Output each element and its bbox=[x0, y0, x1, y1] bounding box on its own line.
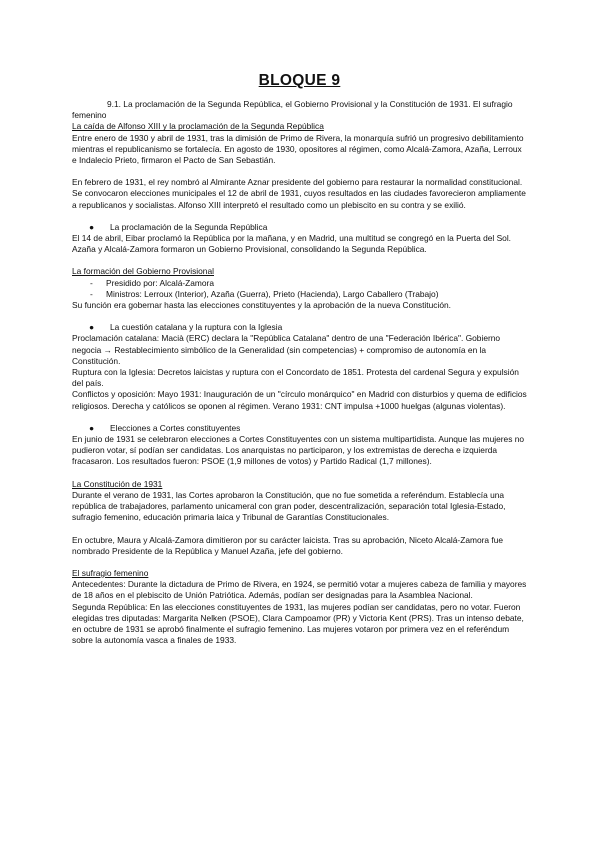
bullet-item: ● Elecciones a Cortes constituyentes bbox=[89, 422, 241, 433]
document-page bbox=[72, 72, 527, 646]
bullet-icon: ● bbox=[89, 322, 95, 333]
paragraph: El 14 de abril, Eibar proclamó la República por la mañana, y en Madrid, una multitud se congregó en la Puerta del Sol. Azaña y Alcalá-Zamora formaron un Gobierno Provisional, consolidando la Segunda República. bbox=[72, 233, 512, 255]
section-subtitle: 9.1. La proclamación de la Segunda República, el Gobierno Provisional y la Constitución de 1931. El sufragio femenino bbox=[72, 99, 513, 121]
list-item: - Ministros: Lerroux (Interior), Azaña (Guerra), Prieto (Hacienda), Largo Caballero (Trabajo) bbox=[90, 288, 439, 299]
list-item: - Presidido por: Alcalá-Zamora bbox=[90, 277, 214, 288]
paragraph: En febrero de 1931, el rey nombró al Almirante Aznar presidente del gobierno para restaurar la normalidad constitucional. Se convocaron elecciones municipales el 12 de abril de 1931, cuyos resultados en las ciudades favorecieron ampliamente a republicanos y socialistas. Alfonso XIII interpretó el resultado como un plebiscito en su contra y se exilió. bbox=[72, 177, 526, 210]
bullet-item: ● La cuestión catalana y la ruptura con la Iglesia bbox=[89, 322, 283, 333]
paragraph: En junio de 1931 se celebraron elecciones a Cortes Constituyentes con un sistema multipartidista. Aunque las mujeres no pudieron votar, sí podían ser candidatas. Los anarquistas no participaron, y los extremistas de derecha e izquierda fracasaron. Los resultados fueron: PSOE (1,9 millones de votos) y Partido Radical (1,7 millones). bbox=[72, 434, 525, 467]
paragraph: Proclamación catalana: Macià (ERC) declara la "República Catalana" dentro de una "Federación Ibérica". Gobierno negocia → Restablecimiento simbólico de la Generalidad (sin competencias) + compromiso de autonomía en la Constitución. bbox=[72, 333, 501, 366]
bullet-icon: ● bbox=[89, 221, 95, 232]
dash-icon: - bbox=[90, 288, 93, 299]
dash-icon: - bbox=[90, 277, 93, 288]
paragraph: Conflictos y oposición: Mayo 1931: Inauguración de un "círculo monárquico" en Madrid con disturbios y quema de edificios religiosos. Derecha y católicos se oponen al régimen. Verano 1931: CNT impulsa +1000 huelgas (algunas violentas). bbox=[72, 389, 527, 411]
paragraph: Durante el verano de 1931, las Cortes aprobaron la Constitución, que no fue sometida a referéndum. Establecía una república de trabajadores, parlamento unicameral con gran poder, descentralización, separación total Iglesia-Estado, sufragio femenino, educación primaria laica y Tribunal de Garantías Constitucionales. bbox=[72, 489, 506, 523]
paragraph: Antecedentes: Durante la dictadura de Primo de Rivera, en 1924, se permitió votar a mujeres cabeza de familia y mayores de 18 años en el plebiscito de Unión Patriótica. Además, podían ser designadas para la Asamblea Nacional. bbox=[72, 579, 527, 601]
paragraph: Segunda República: En las elecciones constituyentes de 1931, las mujeres podían ser candidatas, pero no votar. Fueron elegidas tres diputadas: Margarita Nelken (PSOE), Clara Campoamor (PR) y Victoria Kent (PRS). Tras un intenso debate, en octubre de 1931 se aprobó finalmente el sufragio femenino. Las mujeres votaron por primera vez en el referéndum sobre la autonomía vasca a finales de 1933. bbox=[72, 601, 524, 646]
paragraph: En octubre, Maura y Alcalá-Zamora dimitieron por su carácter laicista. Tras su aprobación, Niceto Alcalá-Zamora fue nombrado Presidente de la República y Manuel Azaña, jefe del gobierno. bbox=[72, 534, 504, 556]
page-title: BLOQUE 9 bbox=[258, 72, 341, 89]
paragraph: Ruptura con la Iglesia: Decretos laicistas y ruptura con el Concordato de 1851. Protesta del cardenal Segura y expulsión del país. bbox=[72, 367, 519, 389]
bullet-item: ● La proclamación de la Segunda República bbox=[89, 221, 268, 232]
heading-caida-alfonso: La caída de Alfonso XIII y la proclamación de la Segunda República bbox=[72, 121, 324, 132]
paragraph: Entre enero de 1930 y abril de 1931, tras la dimisión de Primo de Rivera, la monarquía sufrió un progresivo debilitamiento mientras el republicanismo se fortalecía. En agosto de 1930, opositores al régimen, como Alcalá-Zamora, Azaña, Lerroux e Indalecio Prieto, firmaron el Pacto de San Sebastián. bbox=[72, 132, 524, 166]
heading-gobierno-provisional: La formación del Gobierno Provisional bbox=[72, 266, 214, 277]
heading-sufragio: El sufragio femenino bbox=[72, 567, 149, 578]
paragraph: Su función era gobernar hasta las elecciones constituyentes y la aprobación de la nueva Constitución. bbox=[72, 300, 451, 311]
bullet-icon: ● bbox=[89, 422, 95, 433]
heading-constitucion: La Constitución de 1931 bbox=[72, 478, 163, 489]
